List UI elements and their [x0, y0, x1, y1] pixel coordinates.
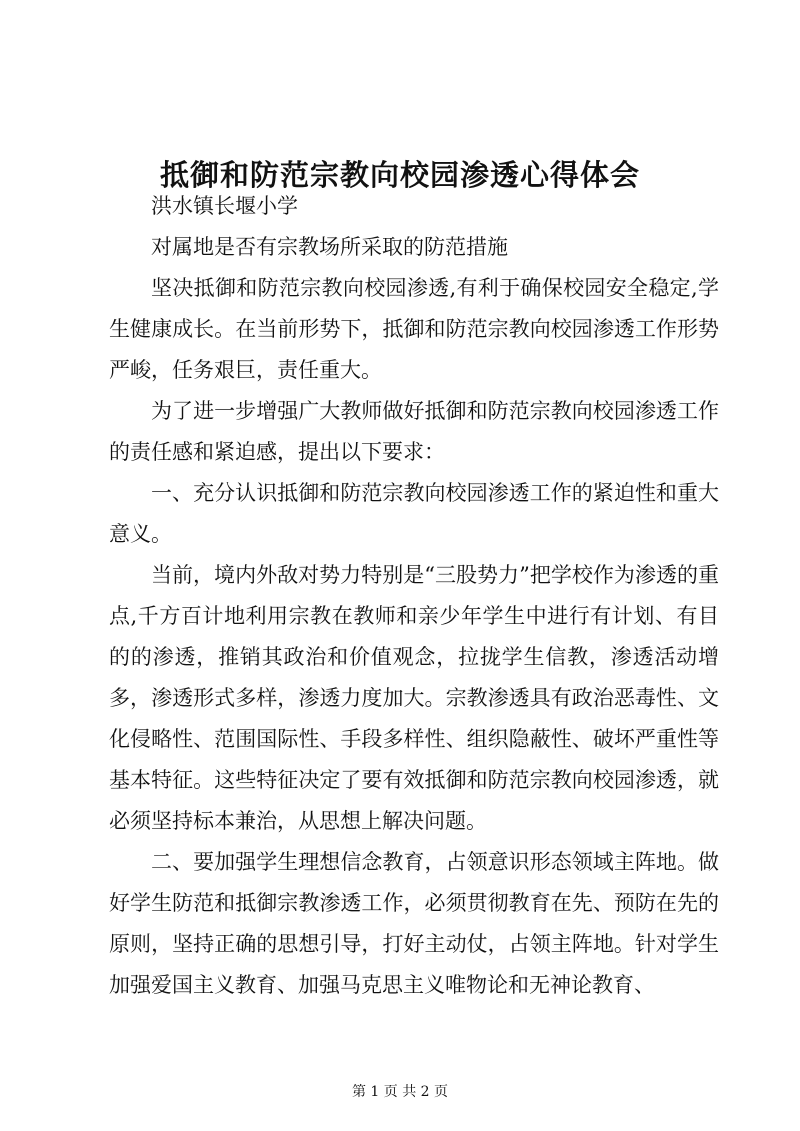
section-heading-paragraph: 二、要加强学生理想信念教育，占领意识形态领域主阵地。做好学生防范和抵御宗教渗透工作，必须贯彻教育在先、预防在先的原则，坚持正确的思想引导，打好主动仗，占领主阵地。针对学生加强爱国主义教育、加强马克思主义唯物论和无神论教育、 [109, 850, 719, 997]
body-paragraph: 坚决抵御和防范宗教向校园渗透,有利于确保校园安全稳定,学生健康成长。在当前形势下，抵御和防范宗教向校园渗透工作形势严峻，任务艰巨，责任重大。 [109, 276, 719, 382]
author-line: 洪水镇长堰小学 [151, 194, 298, 218]
document-body [109, 186, 719, 1006]
body-paragraph: 为了进一步增强广大教师做好抵御和防范宗教向校园渗透工作的责任感和紧迫感，提出以下要求： [109, 399, 719, 464]
section-heading: 一、充分认识抵御和防范宗教向校园渗透工作的紧迫性和重大意义。 [109, 481, 719, 546]
page-footer: 第 1 页 共 2 页 [351, 1084, 449, 1100]
subtitle-line: 对属地是否有宗教场所采取的防范措施 [151, 235, 508, 259]
body-paragraph: 当前，境内外敌对势力特别是“三股势力”把学校作为渗透的重点,千方百计地利用宗教在教师和亲少年学生中进行有计划、有目的的渗透，推销其政治和价值观念，拉拢学生信教，渗透活动增多，渗透形式多样，渗透力度加大。宗教渗透具有政治恶毒性、文化侵略性、范围国际性、手段多样性、组织隐蔽性、破坏严重性等基本特征。这些特征决定了要有效抵御和防范宗教向校园渗透，就必须坚持标本兼治，从思想上解决问题。 [109, 563, 719, 833]
document-title: 抵御和防范宗教向校园渗透心得体会 [159, 158, 640, 193]
